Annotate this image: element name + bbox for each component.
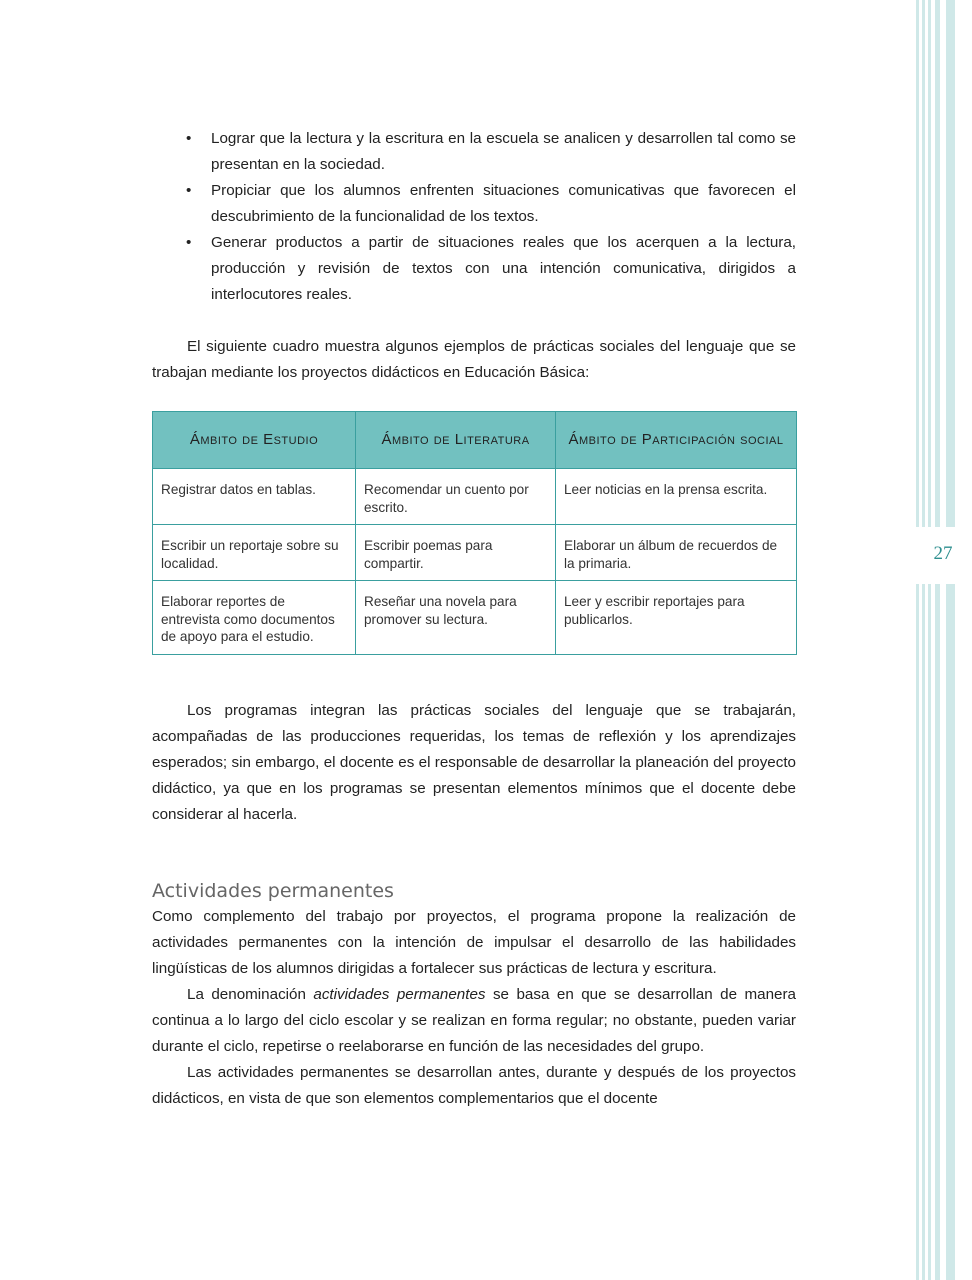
table-cell: Reseñar una novela para promover su lectura. bbox=[356, 581, 556, 655]
page-number: 27 bbox=[933, 543, 953, 564]
list-item: • Propiciar que los alumnos enfrenten situaciones comunicativas que favorecen el descubrimiento de la funcionalidad de los textos. bbox=[152, 178, 796, 230]
programs-paragraph: Los programas integran las prácticas sociales del lenguaje que se trabajarán, acompañadas de las producciones requeridas, los temas de reflexión y los aprendizajes esperados; sin embargo, el docente es el responsable de desarrollar la planeación del proyecto didáctico, ya que en los programas se presentan elementos mínimos que el docente debe considerar al hacerla. bbox=[152, 702, 796, 823]
intro-paragraph: El siguiente cuadro muestra algunos ejemplos de prácticas sociales del lenguaje que se trabajan mediante los proyectos didácticos en Educación Básica: bbox=[152, 338, 796, 381]
practices-table bbox=[152, 411, 797, 655]
table-cell: Leer y escribir reportajes para publicarlos. bbox=[556, 581, 797, 655]
table-cell: Escribir poemas para compartir. bbox=[356, 525, 556, 581]
table-cell: Recomendar un cuento por escrito. bbox=[356, 469, 556, 525]
denomination-paragraph: La denominación actividades permanentes se basa en que se desarrollan de manera continua a lo largo del ciclo escolar y se realizan en forma regular; no obstante, pueden variar durante el ciclo, repetirse o reelaborarse en función de las necesidades del grupo. bbox=[152, 986, 796, 1055]
table-header: Ámbito de Literatura bbox=[356, 412, 556, 469]
bullet-list bbox=[152, 126, 796, 308]
last-paragraph: Las actividades permanentes se desarrollan antes, durante y después de los proyectos didácticos, en vista de que son elementos complementarios que el docente bbox=[152, 1064, 796, 1107]
table-header-row bbox=[153, 412, 797, 469]
list-item: • Lograr que la lectura y la escritura en la escuela se analicen y desarrollen tal como se presentan en la sociedad. bbox=[152, 126, 796, 178]
table-cell: Registrar datos en tablas. bbox=[153, 469, 356, 525]
table-cell: Elaborar un álbum de recuerdos de la primaria. bbox=[556, 525, 797, 581]
list-item: • Generar productos a partir de situaciones reales que los acerquen a la lectura, producción y revisión de textos con una intención comunicativa, dirigidos a interlocutores reales. bbox=[152, 230, 796, 308]
table-header: Ámbito de Estudio bbox=[153, 412, 356, 469]
table-cell: Elaborar reportes de entrevista como documentos de apoyo para el estudio. bbox=[153, 581, 356, 655]
table-cell: Leer noticias en la prensa escrita. bbox=[556, 469, 797, 525]
table-row bbox=[153, 469, 797, 525]
table-header: Ámbito de Participación social bbox=[556, 412, 797, 469]
section-heading: Actividades permanentes bbox=[152, 880, 394, 902]
page-content bbox=[152, 126, 796, 1112]
table-row bbox=[153, 525, 797, 581]
table-row bbox=[153, 581, 797, 655]
complement-paragraph: Como complemento del trabajo por proyectos, el programa propone la realización de actividades permanentes con la intención de impulsar el desarrollo de las habilidades lingüísticas de los alumnos dirigidas a fortalecer sus prácticas de lectura y escritura. bbox=[152, 908, 796, 977]
table-cell: Escribir un reportaje sobre su localidad. bbox=[153, 525, 356, 581]
